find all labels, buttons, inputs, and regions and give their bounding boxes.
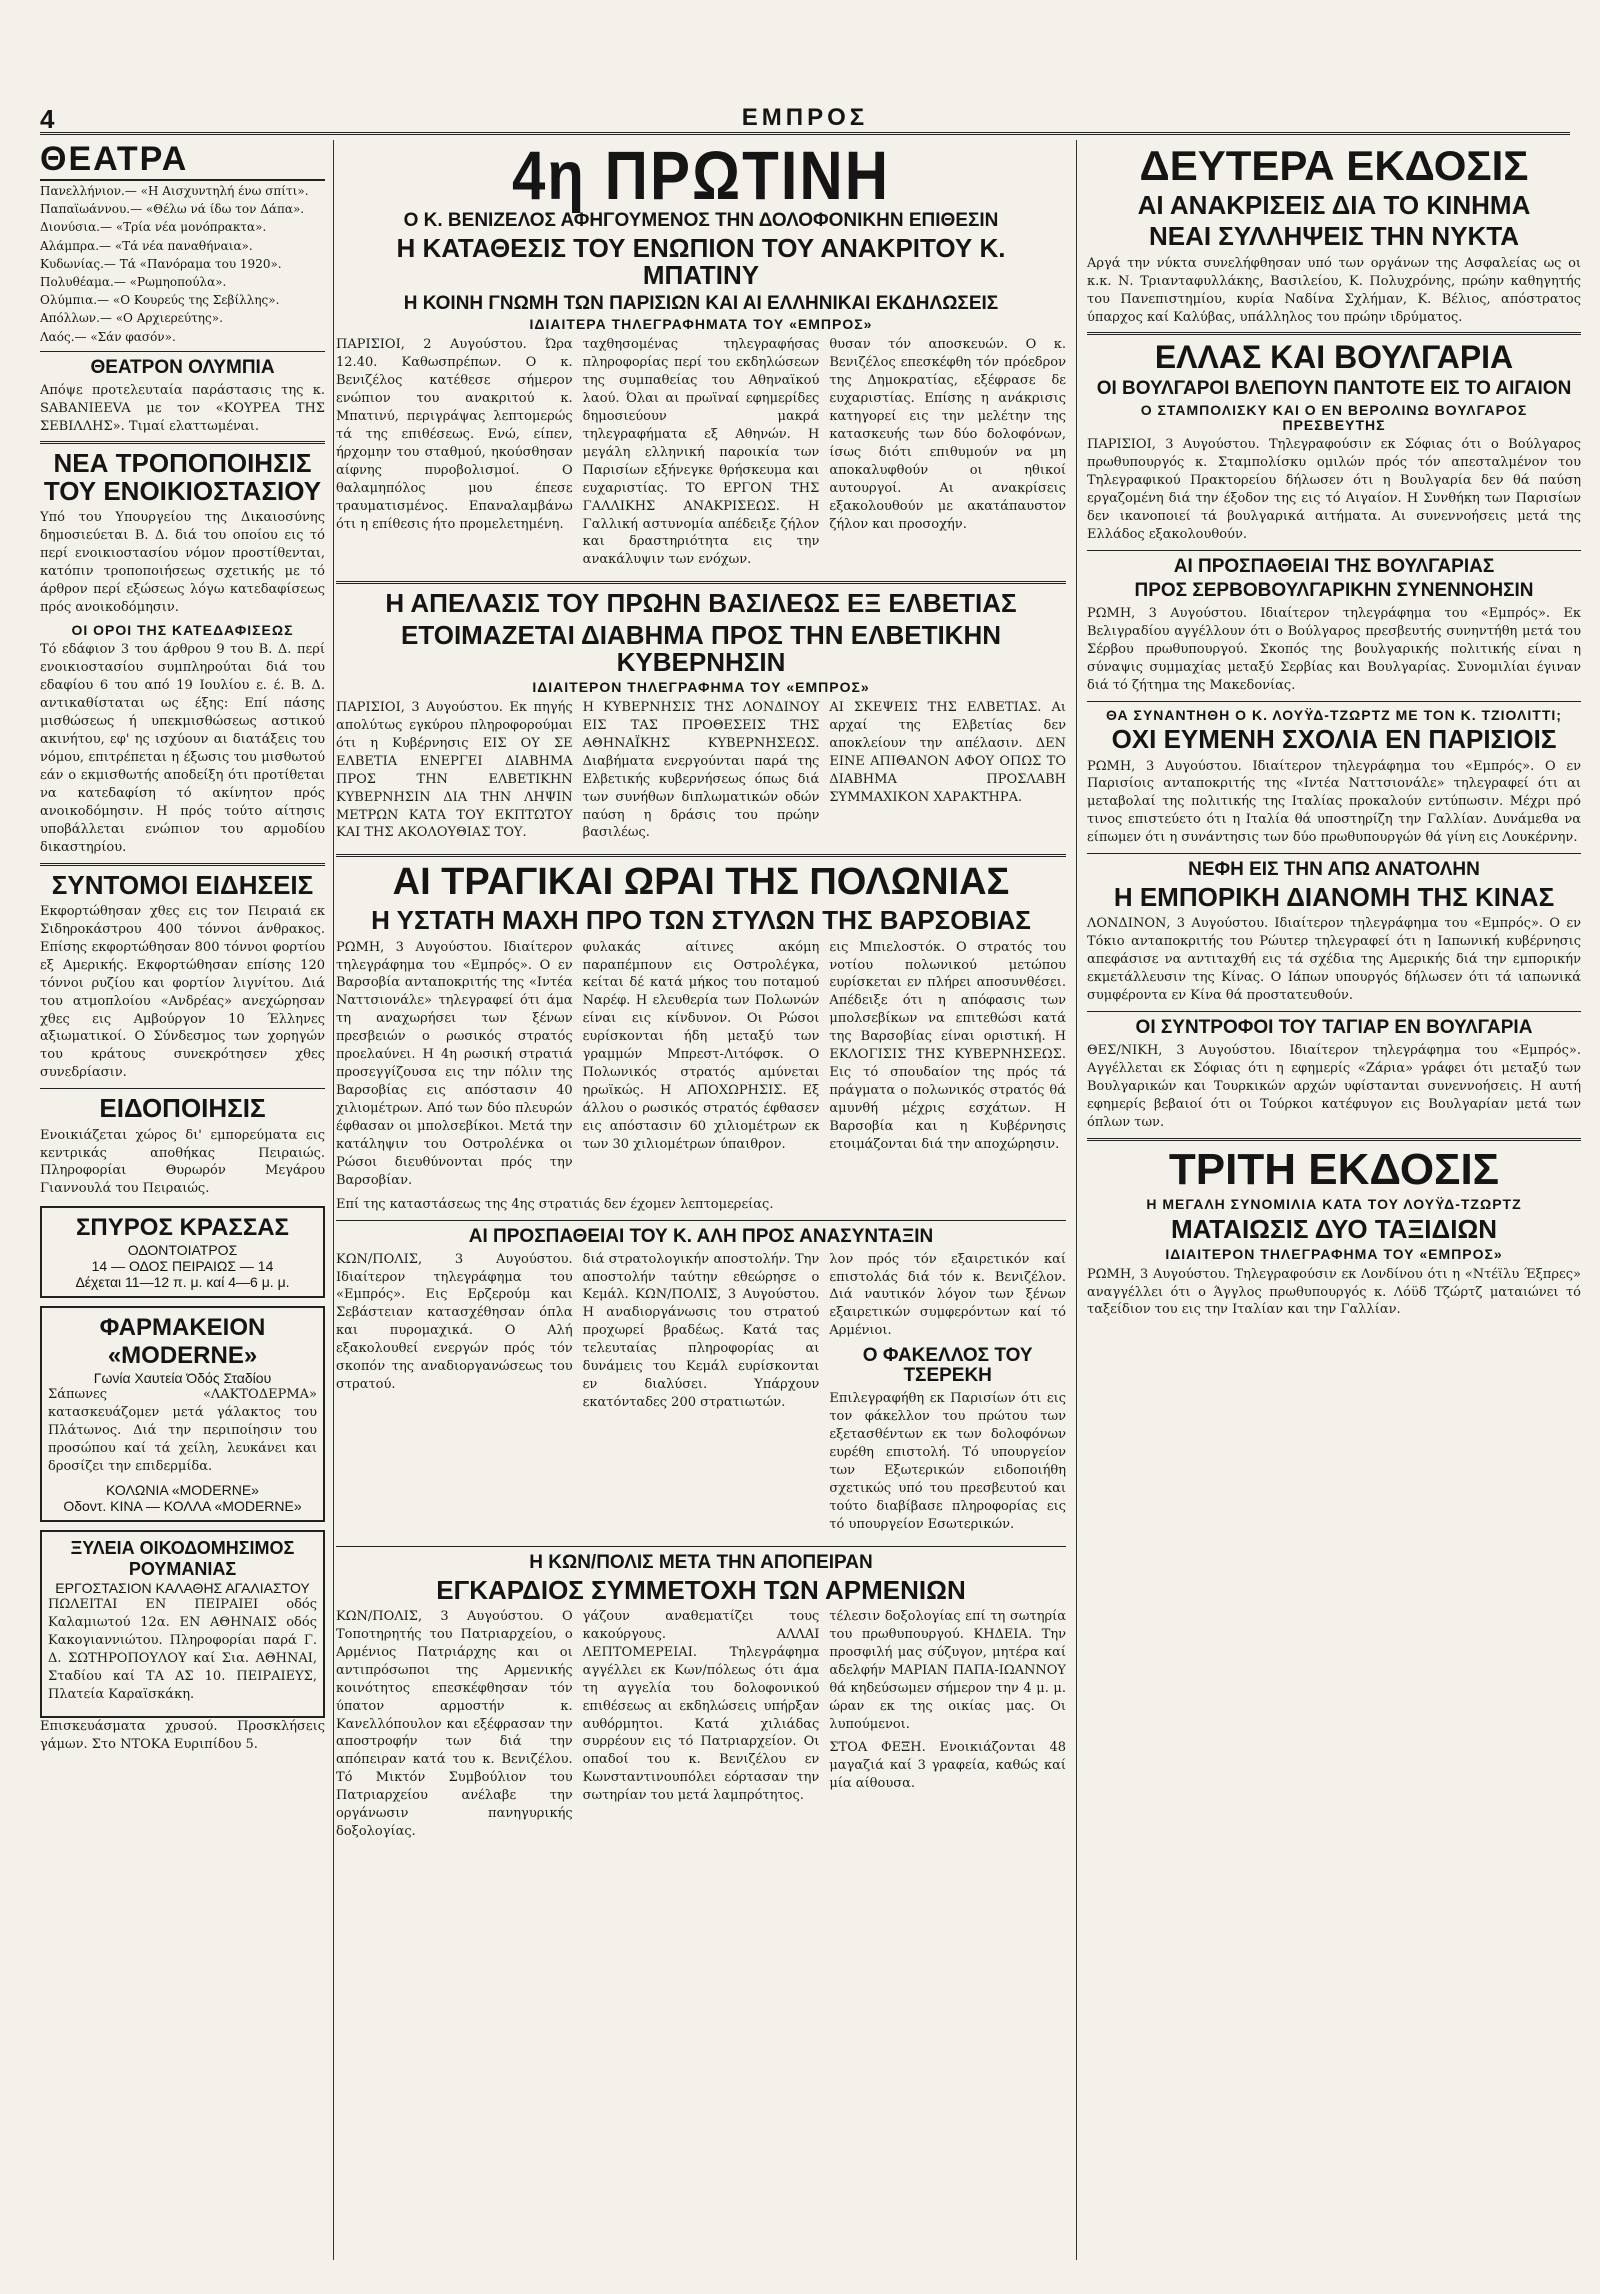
theatre-item: Λαός.— «Σάν φασόν». bbox=[40, 329, 176, 344]
theatre-item: Πανελλήνιον.— «Η Αισχυντηλή ένω σπίτι». bbox=[40, 184, 309, 198]
headline-paris-comments: ΟΧΙ ΕΥΜΕΝΗ ΣΧΟΛΙΑ ΕΝ ΠΑΡΙΣΙΟΙΣ bbox=[1111, 724, 1557, 755]
story-text: ΑΙ ΣΚΕΨΕΙΣ ΤΗΣ ΕΛΒΕΤΙΑΣ. Αι αρχαί της Ελβετίας δεν αποκλείουν την απέλασιν. ΔΕΝ ΕΙΝΕ ΑΠΙΘΑΝΟΝ ΑΦΟΥ ΟΠΩΣ ΤΟ ΔΙΑΒΗΜΑ ΠΡΟΣΛΑΒΗ ΣΥΜΜΑΧΙΚΟΝ ΧΑΡΑΚΤΗΡΑ. bbox=[829, 699, 1066, 805]
short-news-heading: ΣΥΝΤΟΜΟΙ ΕΙΔΗΣΕΙΣ bbox=[51, 869, 314, 900]
story-armenians bbox=[336, 1608, 1066, 1847]
pharmacy-address: Γωνία Χαυτεία Όδός Σταδίου bbox=[93, 1370, 272, 1387]
theatre-heading: ΘΕΑΤΡΑ bbox=[40, 140, 325, 181]
story-text: γάζουν αναθεματίζει τους κακούργους. ΑΛΛΑΙ ΛΕΠΤΟΜΕΡΕΙΑΙ. Τηλεγράφημα αγγέλλει εκ Κων/πόλεως ότι άμα τη αγγελία του δολοφονικού επιθέσεως αι εκδηλώσεις υπήρξαν αυθόρμητοι. Κατά χιλιάδας συρρέουν εις τό Πατριαρχείον. Οι οπαδοί του κ. Βενιζέλου εν Κωνσταντινουπόλει εόρτασαν την σωτηρίαν του μετά λαμπρότητος. bbox=[582, 1608, 820, 1804]
theatre-item: Παπαϊωάννου.— «Θέλω νά ίδω τον Δάπα». bbox=[40, 202, 305, 217]
newspaper-name: ΕΜΠΡΟΣ bbox=[741, 104, 869, 131]
theatre-list bbox=[40, 183, 325, 345]
theatre-item: Πολυθέαμα.— «Ρωμηοπούλα». bbox=[40, 274, 227, 289]
headline-expulsion: Η ΑΠΕΛΑΣΙΣ ΤΟΥ ΠΡΩΗΝ ΒΑΣΙΛΕΩΣ ΕΞ ΕΛΒΕΤΙΑΣ bbox=[385, 588, 1017, 619]
story-note: Επί της καταστάσεως της 4ης στρατιάς δεν έχομεν λεπτομερείας. bbox=[336, 1196, 774, 1212]
dentist-job: ΟΔΟΝΤΟΙΑΤΡΟΣ bbox=[127, 1242, 238, 1259]
story-text: εις Μπιελοστόκ. Ο στρατός του νοτίου πολωνικού μετώπου ευρίσκεται εν πλήρει αποσυνθέσει. Απέδειξε ότι η απόφασις των μπολσεβίκων να επιτεθώσι κατά της Βαρσοβίας είναι οριστική. Η ΕΚΛΟΓΙΣΙΣ ΤΗΣ ΚΥΒΕΡΝΗΣΕΩΣ. Εις τό σπουδαίον της πρός τά πράγματα ο πολωνικός στρατός θά αμυνθή μέχρις εσχάτων. Η Βαρσοβία και η Κυβέρνησις ετοιμάζονται διά την αποχώρησιν. bbox=[829, 939, 1066, 1152]
pharmacy-name: ΦΑΡΜΑΚΕΙΟΝ «MODERNE» bbox=[99, 1314, 266, 1370]
middle-column bbox=[336, 140, 1066, 2260]
headline-poland: ΑΙ ΤΡΑΓΙΚΑΙ ΩΡΑΙ ΤΗΣ ΠΟΛΩΝΙΑΣ bbox=[392, 861, 1010, 904]
story-text: ΡΩΜΗ, 3 Αυγούστου. Τηλεγραφούσιν εκ Λονδίνου ότι η «Ντέϊλυ Έξπρες» αναγγέλλει ότι ο Άγγλος πρωθυπουργός κ. Λόϋδ Τζώρτζ ματαιώνει τό ταξείδιον του εις την Ιταλίαν και την Γαλλίαν. bbox=[1087, 1266, 1581, 1318]
olympia-heading: ΘΕΑΤΡΟΝ ΟΛΥΜΠΙΑ bbox=[90, 356, 275, 378]
left-column bbox=[40, 140, 334, 2260]
story-text: τέλεσιν δοξολογίας επί τη σωτηρία του πρωθυπουργού. ΚΗΔΕΙΑ. Την προσφιλή μας σύζυγον, μητέρα καί αδελφήν ΜΑΡΙΑΝ ΠΑΠΑ-ΙΩΑΝΝΟΥ θά κηδεύσωμεν σήμερον την 4 μ. μ. ώραν εκ της οικίας μας. Οι λυπούμενοι. bbox=[829, 1608, 1066, 1732]
third-edition-heading: ΤΡΙΤΗ ΕΚΔΟΣΙΣ bbox=[1168, 1144, 1500, 1194]
story-text: ΘΕΣ/ΝΙΚΗ, 3 Αυγούστου. Ιδιαίτερον τηλεγράφημα του «Εμπρός». Αγγέλλεται εκ Σόφιας ότι η εφημερίς «Ζάρια» γράφει ότι μεταξύ των Βουλγαρικών και Τουρκικών αρχών υφίστανται συνεννοήσεις. Η αυτή εφημερίς βεβαιοί ότι οι Τούρκοι κατέφυγον εις Βουλγαρίαν μετά των όπλων των. bbox=[1087, 1043, 1581, 1130]
headline-opinion: Η ΚΟΙΝΗ ΓΝΩΜΗ ΤΩΝ ΠΑΡΙΣΙΩΝ ΚΑΙ ΑΙ ΕΛΛΗΝΙΚΑΙ ΕΚΔΗΛΩΣΕΙΣ bbox=[403, 292, 999, 314]
tenancy-heading: ΝΕΑ ΤΡΟΠΟΠΟΙΗΣΙΣ ΤΟΥ ΕΝΟΙΚΙΟΣΤΑΣΙΟΥ bbox=[43, 448, 322, 506]
dentist-name: ΣΠΥΡΟΣ ΚΡΑΣΣΑΣ bbox=[76, 1214, 289, 1242]
printing-ad: Επισκευάσματα χρυσού. Προσκλήσεις γάμων. Στο ΝΤΟΚΑ Ευριπίδου 5. bbox=[40, 1718, 325, 1752]
theatre-item: Απόλλων.— «Ο Αρχιερεύτης». bbox=[40, 311, 223, 326]
story-text: ΡΩΜΗ, 3 Αυγούστου. Ιδιαίτερον τηλεγράφημα του «Εμπρός». Ο εν Βαρσοβία ανταποκριτής της «Ιντέα Ναττσιονάλε» τηλεγραφεί ότι άμα τη αναχωρήσει των ξένων πρεσβειών ο ρωσικός στρατός προελαύνει. Η 4η ρωσική στρατιά προσεγγίζουσα εις την πόλιν της Βαρσοβίας εις απόστασιν 40 χιλιομέτρων. Από των δύο πλευρών έφθασαν οι μπολσεβίκοι. Μετά την κατάληψιν του Οστρολένκα οι Ρώσοι διευθύνονται πρός την Βαρσοβίαν. bbox=[336, 939, 573, 1188]
theatre-item: Διονύσια.— «Τρία νέα μονόπρακτα». bbox=[40, 220, 267, 235]
demolition-text: Τό εδάφιον 3 του άρθρου 9 του Β. Δ. περί ενοικιοστασίου συμπληρούται διά του εδαφίου 6 του από 19 Ιουλίου ε. έ. Β. Δ. αντικαθίσταται ως έξης: Επί πάσης μισθώσεως ή υπεκμισθώσεως αστικού ακινήτου, εφ' ης ισχύουν αι διατάξεις του νόμου, επιτρέπεται η έξωσις του μισθωτού εάν ο εκμισθωτής αποδείξη ότι προτίθεται να κατεδαφίση τό ακίνητον πρός ανοικοδόμησιν. Η πρός τούτο αίτησις υποβάλλεται ενώπιον του αρμοδίου δικαστηρίου. bbox=[40, 642, 325, 855]
headline-constantinople: Η ΚΩΝ/ΠΟΛΙΣ ΜΕΤΑ ΤΗΝ ΑΠΟΠΕΙΡΑΝ bbox=[529, 1551, 873, 1573]
telegram-label: ΙΔΙΑΙΤΕΡΟΝ ΤΗΛΕΓΡΑΦΗΜΑ ΤΟΥ «ΕΜΠΡΟΣ» bbox=[532, 679, 870, 696]
arcade-ad: ΣΤΟΑ ΦΕΞΗ. Ενοικιάζονται 48 μαγαζιά καί 3 γραφεία, καθώς καί μία αίθουσα. bbox=[829, 1740, 1066, 1792]
story-expulsion bbox=[336, 699, 1066, 849]
timber-sub: ΕΡΓΟΣΤΑΣΙΟΝ ΚΑΛΑΘΗΣ ΑΓΑΛΙΑΣΤΟΥ bbox=[55, 1580, 310, 1596]
dentist-hours: Δέχεται 11—12 π. μ. καί 4—6 μ. μ. bbox=[75, 1274, 290, 1291]
announcement-text: Ενοικιάζεται χώρος δι' εμπορεύματα εις κεντρικάς αποθήκας Πειραιώς. Πληροφορίαι Θυρωρόν Μεγάρου Γιαννουλά του Πειραιώς. bbox=[40, 1127, 325, 1197]
timber-name: ΞΥΛΕΙΑ ΟΙΚΟΔΟΜΗΣΙΜΟΣ ΡΟΥΜΑΝΙΑΣ bbox=[70, 1538, 295, 1579]
theatre-item: Κυδωνίας.— Τά «Πανόραμα του 1920». bbox=[40, 256, 282, 271]
headline-stamboliisky: Ο ΣΤΑΜΠΟΛΙΣΚΥ ΚΑΙ Ο ΕΝ ΒΕΡΟΛΙΝΩ ΒΟΥΛΓΑΡΟΣ ΠΡΕΣΒΕΥΤΗΣ bbox=[1140, 401, 1528, 433]
telegram-label: ΙΔΙΑΙΤΕΡΑ ΤΗΛΕΓΡΑΦΗΜΑΤΑ ΤΟΥ «ΕΜΠΡΟΣ» bbox=[529, 316, 873, 333]
headline-far-east: ΝΕΦΗ ΕΙΣ ΤΗΝ ΑΠΩ ΑΝΑΤΟΛΗΝ bbox=[1188, 859, 1480, 881]
pharmacy-text: Σάπωνες «ΛΑΚΤΟΔΕΡΜΑ» κατασκευάζομεν μετά γάλακτος του Πλάτωνος. Διά την περιποίησιν του προσώπου καί τά χείλη, λευκάνει και δροσίζει την επιδερμίδα. bbox=[48, 1387, 317, 1475]
headline-switzerland: ΕΤΟΙΜΑΖΕΤΑΙ ΔΙΑΒΗΜΑ ΠΡΟΣ ΤΗΝ ΕΛΒΕΤΙΚΗΝ ΚΥΒΕΡΝΗΣΙΝ bbox=[400, 619, 1002, 677]
dentist-address: 14 — ΟΔΟΣ ΠΕΙΡΑΙΩΣ — 14 bbox=[91, 1258, 274, 1275]
pharmacy-ad bbox=[40, 1306, 325, 1522]
story-text: Η ΚΥΒΕΡΝΗΣΙΣ ΤΗΣ ΛΟΝΔΙΝΟΥ ΕΙΣ ΤΑΣ ΠΡΟΘΕΣΕΙΣ ΤΗΣ ΑΘΗΝΑΪΚΗΣ ΚΥΒΕΡΝΗΣΕΩΣ. Διαβήματα ενεργούνται παρά της Ελβετικής κυβερνήσεως όπως διά των συνήθων διπλωματικών οδών παύση η δράσις του πρώην βασιλέως. bbox=[582, 699, 820, 841]
story-ali bbox=[336, 1251, 1066, 1540]
story-text: λον πρός τόν εξαιρετικόν καί επιστολάς διά τόν κ. Βενιζέλον. Διά ναυτικόν λόγον των ξένων εξαιρετικών συμφερόντων καί τό Αρμένιοι. bbox=[829, 1251, 1066, 1339]
story-text: ΠΑΡΙΣΙΟΙ, 2 Αυγούστου. Ώρα 12.40. Καθωσπρέπων. Ο κ. Βενιζέλος κατέθεσε σήμερον ενώπιον του ανακριτού κ. Μπατινύ, περιγράψας λεπτομερώς τά της επιθέσεως. Ενώ, είπεν, ήρχομην του σταθμού, ηκούσθησαν αίφνης πυροβολισμοί. Ο θαλαμηπόλος μου έπεσε τραυματισμένος. Επαναλαμβάνω ότι η επίθεσις ήτο προμελετημένη. bbox=[336, 337, 573, 532]
pharmacy-line: ΚΟΛΩΝΙΑ «MODERNE» bbox=[106, 1482, 259, 1498]
headline-china: Η ΕΜΠΟΡΙΚΗ ΔΙΑΝΟΜΗ ΤΗΣ ΚΙΝΑΣ bbox=[1113, 882, 1555, 913]
headline-ali: ΑΙ ΠΡΟΣΠΑΘΕΙΑΙ ΤΟΥ Κ. ΑΛΗ ΠΡΟΣ ΑΝΑΣΥΝΤΑΞΙΝ bbox=[468, 1225, 934, 1247]
story-text: ΚΩΝ/ΠΟΛΙΣ, 3 Αυγούστου. Ο Τοποτηρητής του Πατριαρχείου, ο Αρμένιος Πατριάρχης και οι αντιπρόσωποι της Αρμενικής κοινότητος επεσκέφθησαν τόν ύπατον αρμοστήν κ. Κανελλόπουλον και εξέφρασαν την αποστροφήν των διά την απόπειραν κατά του κ. Βενιζέλου. Τό Μικτόν Συμβούλιον του Πατριαρχείου ανέλαβε την οργάνωσιν πανηγυρικής δοξολογίας. bbox=[336, 1608, 573, 1840]
story-text: ΚΩΝ/ΠΟΛΙΣ, 3 Αυγούστου. Ιδιαίτερον τηλεγράφημα του «Εμπρός». Εις Ερζερούμ και Σεβάστειαν κατασχέθησαν όπλα και πυρομαχικά. Ο Αλή εξακολουθεί ενεργών πρός τόν σκοπόν της αναδιοργανώσεως του στρατού. bbox=[336, 1251, 573, 1393]
headline-venizelos: Ο Κ. ΒΕΝΙΖΕΛΟΣ ΑΦΗΓΟΥΜΕΝΟΣ ΤΗΝ ΔΟΛΟΦΟΝΙΚΗΝ ΕΠΙΘΕΣΙΝ bbox=[403, 210, 999, 231]
masthead bbox=[40, 104, 1570, 135]
story-text: ταχθησομένας τηλεγραφήσας πληροφορίας περί του εκδηλώσεων της συμπαθείας του Αθηναϊκού λαού. Όλαι αι πρωϊναί εφημερίδες δημοσιεύουν μακρά τηλεγραφήματα εξ Αθηνών. Η μεγάλη ελληνική παροικία των Παρισίων εξήνεγκε θρήσκευμα και ευχαριστίας. ΤΟ ΕΡΓΟΝ ΤΗΣ ΓΑΛΛΙΚΗΣ ΑΝΑΚΡΙΣΕΩΣ. Η Γαλλική αστυνομία απέδειξε ζήλον και δραστηριότητα εις την ανακάλυψιν των ενόχων. bbox=[582, 337, 820, 568]
story-text: ΛΟΝΔΙΝΟΝ, 3 Αυγούστου. Ιδιαίτερον τηλεγράφημα του «Εμπρός». Ο εν Τόκιο ανταποκριτής του Ρώυτερ τηλεγραφεί ότι η Ιαπωνική κυβέρνησις απεφάσισε να αντιταχθή εις τά σχέδια της Αμερικής διά την εμπορικήν εκμετάλλευσιν της Κίνας. Ο Ιάπων υπουργός δήλωσεν ότι τά ιαπωνικά συμφέροντα εν Κίνα θά προστατευθούν. bbox=[1087, 916, 1581, 1004]
story-text: ΠΑΡΙΣΙΟΙ, 3 Αυγούστου. Τηλεγραφούσιν εκ Σόφιας ότι ο Βούλγαρος πρωθυπουργός κ. Σταμπολίσκυ ομιλών πρός τόν απεσταλμένον του Τηλεγραφικού Πρακτορείου δήλωσεν ότι η Βουλγαρία δεν θά παύση εργαζομένη διά την έξοδον της εις τό Αιγαίον. Η Συνθήκη των Παρισίων δεν ικανοποιεί τά βουλγαρικά αιτήματα. Αι συνεννοήσεις μετά της Ελλάδος εξακολουθούν. bbox=[1087, 437, 1581, 543]
right-column bbox=[1076, 140, 1581, 2260]
demolition-heading: ΟΙ ΟΡΟΙ ΤΗΣ ΚΑΤΕΔΑΦΙΣΕΩΣ bbox=[71, 621, 294, 638]
edition-heading: 4η ΠΡΩΤΙΝΗ bbox=[511, 140, 891, 215]
timber-ad bbox=[40, 1530, 325, 1718]
headline-trips-cancelled: ΜΑΤΑΙΩΣΙΣ ΔΥΟ ΤΑΞΙΔΙΩΝ bbox=[1170, 1213, 1498, 1244]
story-text: Αργά την νύκτα συνελήφθησαν υπό των οργάνων της Ασφαλείας ως οι κ.κ. Ν. Τριανταφυλλάκης, Βασιλείου, Κ. Πολυχρόνης, πρώην καθηγητής του Πανεπιστημίου, κυρία Ναδίνα Σχλήμαν, Κ. Βέλιος, απόστρατος ύπαρχος καί Καλύβας, υπάλληλος του πρώην ιδρύματος. bbox=[1087, 255, 1581, 325]
second-edition-heading: ΔΕΥΤΕΡΑ ΕΚΔΟΣΙΣ bbox=[1139, 142, 1529, 189]
dentist-ad bbox=[40, 1206, 325, 1298]
story-text: ΠΑΡΙΣΙΟΙ, 3 Αυγούστου. Εκ πηγής απολύτως εγκύρου πληροφορούμαι ότι η Κυβέρνησις ΕΙΣ ΟΥ ΣΕ ΕΛΒΕΤΙΑ ΕΝΕΡΓΕΙ ΔΙΑΒΗΜΑ ΠΡΟΣ ΤΗΝ ΕΛΒΕΤΙΚΗΝ ΚΥΒΕΡΝΗΣΙΝ ΔΙΑ ΤΗΝ ΛΗΨΙΝ ΜΕΤΡΩΝ ΚΑΤΑ ΤΟΥ ΕΚΠΤΩΤΟΥ ΚΑΙ ΤΗΣ ΑΚΟΛΟΥΘΙΑΣ ΤΟΥ. bbox=[336, 699, 573, 841]
pharmacy-line-2: Οδοντ. ΚΙΝΑ — ΚΟΛΛΑ «MODERNE» bbox=[63, 1498, 302, 1514]
headline-inquiries: ΑΙ ΑΝΑΚΡΙΣΕΙΣ ΔΙΑ ΤΟ ΚΙΝΗΜΑ bbox=[1137, 190, 1531, 221]
headline-armenians: ΕΓΚΑΡΔΙΟΣ ΣΥΜΜΕΤΟΧΗ ΤΩΝ ΑΡΜΕΝΙΩΝ bbox=[436, 1574, 966, 1605]
page-number: 4 bbox=[40, 104, 55, 134]
theatre-item: Αλάμπρα.— «Τά νέα παναθήναια». bbox=[40, 238, 253, 253]
story-text: ΡΩΜΗ, 3 Αυγούστου. Ιδιαίτερον τηλεγράφημα του «Εμπρός». Ο εν Παρισίοις ανταποκριτής της «Ιντέα Ναττσιονάλε» τηλεγραφεί ότι αι μεταβολαί της πολιτικής της Ιταλίας προκαλούν εντύπωσιν. Μέχρι πρό τινος επιστεύετο ότι η Ιταλία θά υποστηρίζη την Γαλλίαν. Δυνάμεθα να είπωμεν ότι η συνάντησις των δύο πρωθυπουργών θά γίνη εις Λουκέρνην. bbox=[1087, 758, 1581, 846]
headline-serbobulgarian: ΠΡΟΣ ΣΕΡΒΟΒΟΥΛΓΑΡΙΚΗΝ ΣΥΝΕΝΝΟΗΣΙΝ bbox=[1134, 579, 1534, 601]
headline-conversation: Η ΜΕΓΑΛΗ ΣΥΝΟΜΙΛΙΑ ΚΑΤΑ ΤΟΥ ΛΟΥΫΔ-ΤΖΩΡΤΖ bbox=[1146, 1195, 1522, 1212]
headline-arrests: ΝΕΑΙ ΣΥΛΛΗΨΕΙΣ ΤΗΝ ΝΥΚΤΑ bbox=[1148, 221, 1520, 252]
telegram-label: ΙΔΙΑΙΤΕΡΟΝ ΤΗΛΕΓΡΑΦΗΜΑ ΤΟΥ «ΕΜΠΡΟΣ» bbox=[1165, 1245, 1503, 1262]
story-poland bbox=[336, 939, 1066, 1196]
headline-bulgaria-efforts: ΑΙ ΠΡΟΣΠΑΘΕΙΑΙ ΤΗΣ ΒΟΥΛΓΑΡΙΑΣ bbox=[1173, 555, 1495, 577]
story-text: φυλακάς αίτινες ακόμη παραπέμπουν εις Οστρολέγκα, κείται δέ κατά μήκος του ποταμού Ναρέφ. Η ελευθερία των Πολωνών είναι εις κίνδυνον. Οι Ρώσοι ευρίσκονται ήδη μεταξύ των γραμμών Μπρεστ-Λιτόφσκ. Ο Πολωνικός στρατός αμύνεται ηρωϊκώς. Η ΑΠΟΧΩΡΗΣΙΣ. Εξ άλλου ο ρωσικός στρατός έφθασεν εις απόστασιν 60 χιλιομέτρων εκ των 30 χιλιομέτρων ύπαιθρον. bbox=[582, 939, 820, 1152]
tenancy-text: Υπό του Υπουργείου της Δικαιοσύνης δημοσιεύεται Β. Δ. διά του οποίου εις τό περί ενοικιοστασίου νόμον προστίθενται, κατόπιν τροποποιήσεως σχετικής με τό άρθρον περί εξώσεως λόγω κατεδαφίσεως πρός ανοικοδόμησιν. bbox=[40, 510, 325, 615]
short-news-text: Εκφορτώθησαν χθες εις τον Πειραιά εκ Σιδηροκάστρου 400 τόννοι άνθρακος. Επίσης εκφορτώθησαν 800 τόννοι φορτίου εξ Αμερικής. Εκφορτώθησαν επίσης 120 τόννοι ρυζίου και φορτίον λιγνίτου. Διά του ατμοπλοίου «Ανδρέας» ανεχώρησαν χθες εις Αμβούργον 10 Έλληνες αξιωματικοί. Ο Σύνδεσμος των χορηγών του κράτους συνεκρότησεν χθες συνεδρίασιν. bbox=[40, 903, 325, 1081]
headline-warsaw: Η ΥΣΤΑΤΗ ΜΑΧΗ ΠΡΟ ΤΩΝ ΣΤΥΛΩΝ ΤΗΣ ΒΑΡΣΟΒΙΑΣ bbox=[371, 905, 1031, 936]
headline-tsereki: Ο ΦΑΚΕΛΛΟΣ ΤΟΥ ΤΣΕΡΕΚΗ bbox=[862, 1345, 1033, 1387]
headline-testimony: Η ΚΑΤΑΘΕΣΙΣ ΤΟΥ ΕΝΩΠΙΟΝ ΤΟΥ ΑΝΑΚΡΙΤΟΥ Κ. ΜΠΑΤΙΝΥ bbox=[396, 232, 1006, 291]
announcement-heading: ΕΙΔΟΠΟΙΗΣΙΣ bbox=[99, 1093, 266, 1124]
olympia-text: Απόψε προτελευταία παράστασις της κ. SABANIEEVA με τον «ΚΟΥΡΕΑ ΤΗΣ ΣΕΒΙΛΛΗΣ». Τιμαί ελαττωμέναι. bbox=[40, 382, 325, 434]
headline-aegean: ΟΙ ΒΟΥΛΓΑΡΟΙ ΒΛΕΠΟΥΝ ΠΑΝΤΟΤΕ ΕΙΣ ΤΟ ΑΙΓΑΙΟΝ bbox=[1096, 378, 1572, 400]
timber-text: ΠΩΛΕΙΤΑΙ ΕΝ ΠΕΙΡΑΙΕΙ οδός Καλαμιωτού 12α. ΕΝ ΑΘΗΝΑΙΣ οδός Κακογιαννιώτου. Πληροφορίαι παρά Γ. Δ. ΣΩΤΗΡΟΠΟΥΛΟΥ καί Σια. ΑΘΗΝΑΙ, Σταδίου καί ΤΑ ΑΣ 10. ΠΕΙΡΑΙΕΥΣ, Πλατεία Καραϊσκάκη. bbox=[48, 1597, 317, 1702]
story-text: ΡΩΜΗ, 3 Αυγούστου. Ιδιαίτερον τηλεγράφημα του «Εμπρός». Εκ Βελιγραδίου αγγέλλουν ότι ο Βούλγαρος πρεσβευτής συνηντήθη μετά του Σέρβου πρωθυπουργού. Σκοπός της βουλγαρικής πολιτικής είναι η σύναψις συμμαχίας μεταξύ Σερβίας και Βουλγαρίας. Συνομιλίαι έγιναν διά τό ζήτημα της Μακεδονίας. bbox=[1087, 605, 1581, 693]
story-text: θυσαν τόν αποσκευών. Ο κ. Βενιζέλος επεσκέφθη τόν πρόεδρον της Δημοκρατίας, εξέφρασε δε ευχαριστίας. Επίσης η ανάκρισις κατηγορεί εις την μελέτην της κατασκευής των δύο δολοφόνων, ίσως διότι επιθυμούν να μη αποκαλυφθούν οι ηθικοί αυτουργοί. Αι ανακρίσεις εξακολουθούν με ακατάπαυστον ζήλον και προσοχήν. bbox=[829, 337, 1066, 532]
headline-greece-bulgaria: ΕΛΛΑΣ ΚΑΙ ΒΟΥΛΓΑΡΙΑ bbox=[1154, 339, 1514, 376]
story-text: Επιλεγραφήθη εκ Παρισίων ότι εις τον φάκελλον του πρώτου των εξετασθέντων εκ των δολοφόνων ευρέθη επιστολή. Τό υπουργείον των Εξωτερικών ειδοποιήθη σχετικώς υπό του πρεσβευτού και τούτο διαβίβασε πληροφορίας εις τό υπουργείον Εσωτερικών. bbox=[829, 1391, 1066, 1532]
story-text: διά στρατολογικήν αποστολήν. Την αποστολήν ταύτην εθεώρησε ο Κεμάλ. ΚΩΝ/ΠΟΛΙΣ, 3 Αυγούστου. Η αναδιοργάνωσις του στρατού προχωρεί βραδέως. Κατά τας τελευταίας πληροφορίας αι δυνάμεις του Κεμάλ ευρίσκονται εν διαλύσει. Υπάρχουν εκατόνταδες 200 στρατιωτών. bbox=[582, 1251, 820, 1411]
headline-lloyd-george: ΘΑ ΣΥΝΑΝΤΗΘΗ Ο Κ. ΛΟΥΫΔ-ΤΖΩΡΤΖ ΜΕ ΤΟΝ Κ. ΤΖΙΟΛΙΤΤΙ; bbox=[1106, 706, 1562, 723]
theatre-item: Ολύμπια.— «Ο Κουρεύς της Σεβίλλης». bbox=[40, 293, 280, 308]
story-venizelos bbox=[336, 336, 1066, 575]
headline-tayar: ΟΙ ΣΥΝΤΡΟΦΟΙ ΤΟΥ ΤΑΓΙΑΡ ΕΝ ΒΟΥΛΓΑΡΙΑ bbox=[1135, 1017, 1533, 1039]
